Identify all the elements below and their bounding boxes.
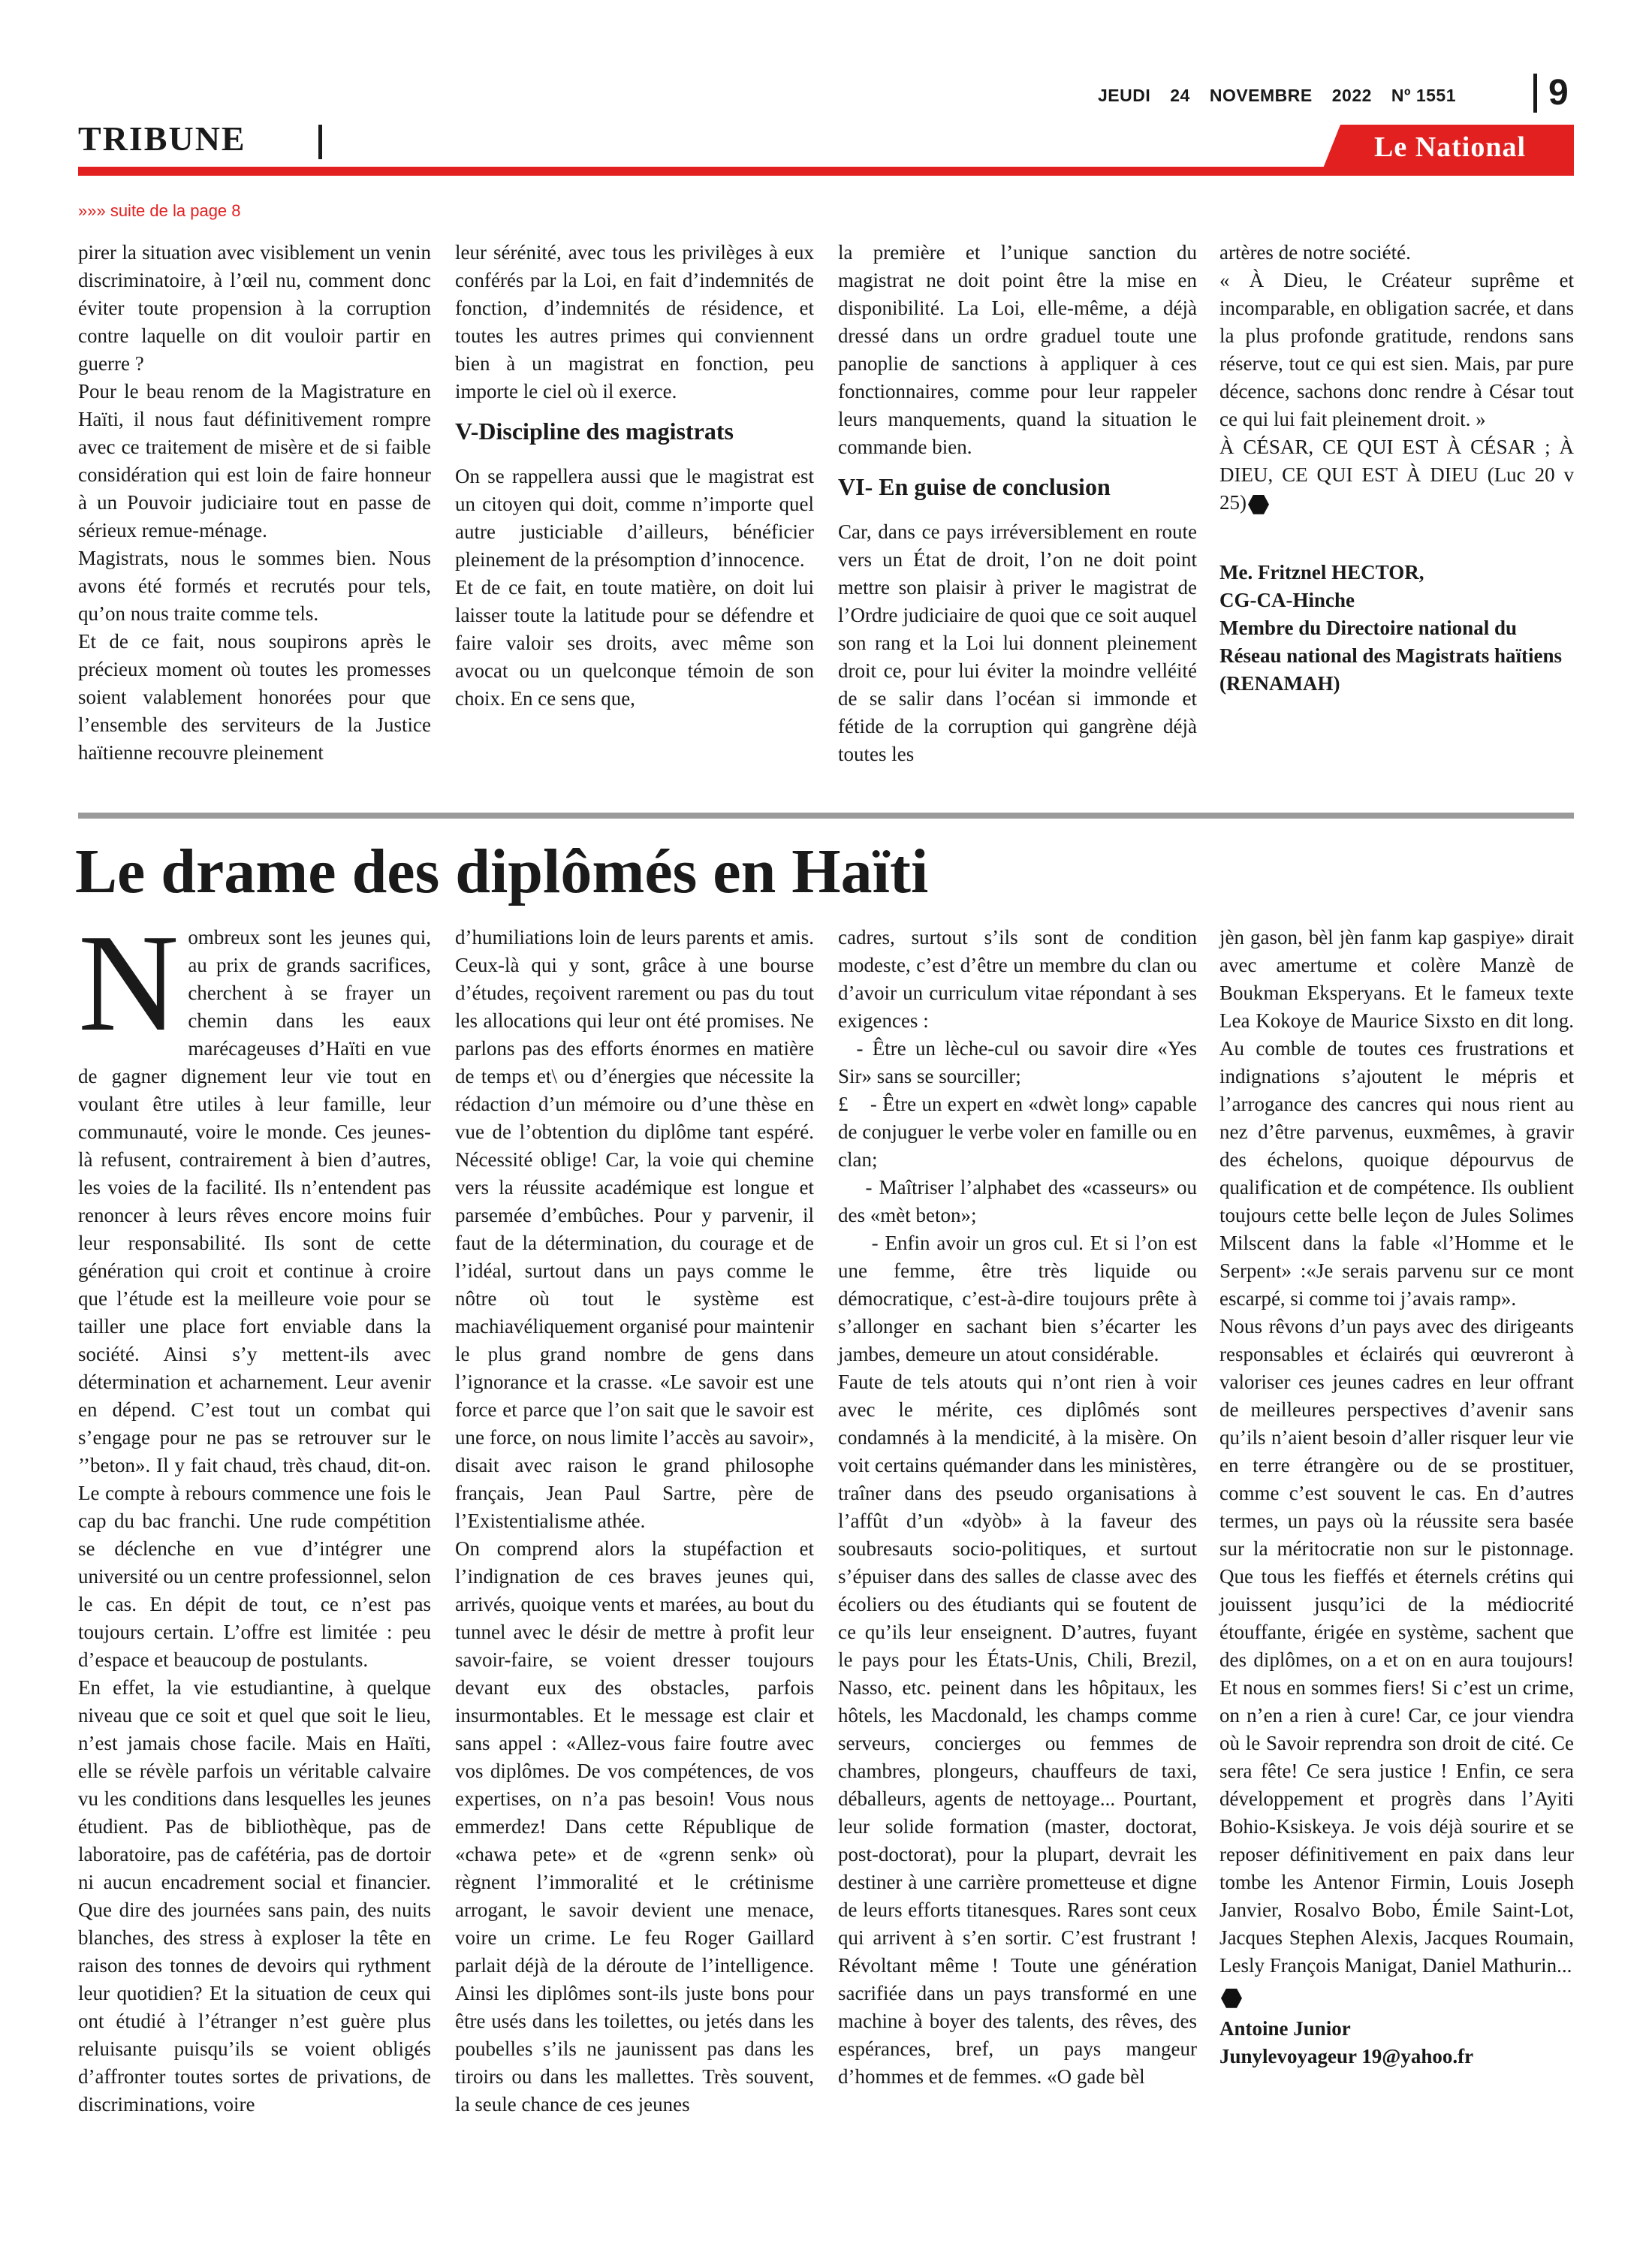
article-separator xyxy=(78,813,1574,819)
article-column-1 xyxy=(78,906,431,2119)
paragraph: pirer la situation avec visiblement un venin discriminatoire, à l’œil nu, comment donc éviter toute propension à la corruption contre laquelle on dit vouloir partir en guerre ? xyxy=(78,241,431,375)
paragraph: On comprend alors la stupéfaction et l’indignation de ces braves jeunes qui, arrivés, quoique vents et marées, au bout du tunnel avec le désir de mettre à profit leur savoir-faire, se voient dresser toujours devant eux des obstacles, parfois insurmontables. Et le message est clair et sans appel : «Allez-vous faire foutre avec vos diplômes. De vos compétences, de vos expertises, on n’a pas besoin! Vous nous emmerdez! Dans cette République de «chawa pete» et de «grenn senk» où règnent l’immoralité et le crétinisme arrogant, le savoir devient une menace, voire un crime. Le feu Roger Gaillard parlait déjà de la déroute de l’intelligence. Ainsi les diplômes sont-ils juste bons pour être usés dans les toilettes, ou jetés dans les poubelles s’ils ne jaunissent pas dans les tiroirs ou dans les mallettes. Très souvent, la seule chance de ces jeunes xyxy=(455,1537,814,2116)
end-mark-icon xyxy=(1221,1989,1242,2008)
tribune-column-1 xyxy=(78,239,431,767)
paragraph: cadres, surtout s’ils sont de condition modeste, c’est d’être un membre du clan ou d’avoir un curriculum vitae répondant à ses exigences : xyxy=(838,926,1197,1032)
article-signature xyxy=(1219,2015,1574,2071)
paragraph: leur sérénité, avec tous les privilèges à eux conférés par la Loi, en fait d’indemnités de fonction, d’indemnités de résidence, et toutes les autres primes qui conviennent bien à un magistrat en fonction, peu importe le ciel où il exerce. xyxy=(455,241,814,403)
paragraph: d’humiliations loin de leurs parents et amis. Ceux-là qui y sont, grâce à une bourse d’études, reçoivent rarement ou pas du tout les allocations qui leur ont été promises. Ne parlons pas des efforts énormes en matière de temps et\ ou d’énergies que nécessite la rédaction d’un mémoire ou d’une thèse en vue de l’obtention du diplôme tant espéré. Nécessité oblige! Car, la voie qui chemine vers la réussite académique est longue et parsemée d’embûches. Pour y parvenir, il faut de la détermination, du courage et de l’idéal, surtout dans un pays comme le nôtre où tout le système est machiavéliquement organisé pour maintenir le plus grand nombre de gens dans l’ignorance et la crasse. «Le savoir est une force et parce que l’on sait que le savoir est une force, on nous limite l’accès au savoir», disait avec raison le grand philosophe français, Jean Paul Sartre, père de l’Existentialisme athée. xyxy=(455,926,814,1532)
list-item: - Être un lèche-cul ou savoir dire «Yes Sir» sans se sourciller; xyxy=(838,1037,1202,1087)
article-column-2 xyxy=(455,924,814,2119)
paragraph: Car, dans ce pays irréversiblement en route vers un État de droit, l’on ne doit point mettre son plaisir à priver le magistrat de l’Ordre judiciaire de quoi que ce soit auquel son rang et la Loi lui donnent pleinement droit ce, pour lui éviter la moindre velléité de se salir dans l’océan si immonde et fétide de la corruption qui gangrène déjà toutes les xyxy=(838,520,1197,765)
paragraph: Pour le beau renom de la Magistrature en Haïti, il nous faut définitivement rompre avec ce traitement de misère et de si faible considération qui est loin de faire honneur à un Pouvoir judiciaire tout en passe de sérieux remue-ménage. xyxy=(78,380,431,541)
drop-cap: N xyxy=(78,906,179,1060)
paragraph: artères de notre société. xyxy=(1219,241,1411,264)
continuation-note: »»» suite de la page 8 xyxy=(78,201,241,220)
page-number-divider xyxy=(1533,74,1537,113)
issue-date: 24 xyxy=(1170,86,1190,105)
article-column-4 xyxy=(1219,924,1574,2071)
author-name: Me. Fritznel HECTOR, xyxy=(1219,561,1424,584)
closing-quote: À CÉSAR, CE QUI EST À CÉSAR ; À DIEU, CE QUI EST À DIEU (Luc 20 v 25) xyxy=(1219,436,1574,514)
paragraph: « À Dieu, le Créateur suprême et incomparable, en obligation sacrée, et dans la plus profonde gratitude, rendons sans réserve, tout ce qui est sien. Mais, par pure décence, sachons donc rendre à César tout ce qui lui fait pleinement droit. » xyxy=(1219,269,1574,430)
page-number: 9 xyxy=(1548,73,1569,113)
brand-name: Le National xyxy=(1374,131,1527,163)
section-title-divider xyxy=(318,125,322,159)
end-mark-icon xyxy=(1248,495,1269,514)
issue-number: Nº 1551 xyxy=(1391,86,1456,105)
tribune-signature xyxy=(1219,559,1574,698)
paragraph: Faute de tels atouts qui n’ont rien à voir avec le mérite, ces diplômés sont condamnés à la mendicité, à la misère. On voit certains quémander dans les ministères, traîner dans des pseudo organisations à l’affût d’un «dyòb» à la faveur des soubresauts socio-politiques, et surtout s’épuiser dans des salles de classe avec des écoliers ou des étudiants qui se foutent de ce qu’ils leur enseignent. D’autres, fuyant le pays pour les États-Unis, Chili, Brezil, Nasso, etc. peinent dans les hôpitaux, les hôtels, les Macdonald, les champs comme serveurs, concierges ou femmes de chambres, plongeurs, chauffeurs de taxi, déballeurs, agents de nettoyage... Pourtant, leur solide formation (master, doctorat, post-doctorat), pour la plupart, devrait les destiner à une carrière prometteuse et digne de leurs efforts titanesques. Rares sont ceux qui arrivent à s’en sortir. C’est frustrant ! Révoltant même ! Toute une génération sacrifiée dans un pays transformé en une machine à boyer des talents, des rêves, des espérances, bref, un pays mangeur d’hommes et de femmes. «O gade bèl xyxy=(838,1371,1197,2088)
author-place: CG-CA-Hinche xyxy=(1219,589,1355,611)
paragraph: la première et l’unique sanction du magistrat ne doit point être la mise en disponibilité. La Loi, elle-même, a déjà dressé dans un ordre graduel toute une panoplie de sanctions à appliquer à ces fonctionnaires, comme pour leur rappeler leurs manquements, quand la situation le commande bien. xyxy=(838,241,1197,458)
author-name: Antoine Junior xyxy=(1219,2017,1351,2040)
header-red-rule xyxy=(78,167,1574,176)
list-item: £ - Être un expert en «dwèt long» capable de conjuguer le verbe voler en famille ou en clan; xyxy=(838,1093,1202,1171)
paragraph: Et de ce fait, nous soupirons après le précieux moment où toutes les promesses soient valablement honorées pour que l’ensemble des serviteurs de la Justice haïtienne recouvre pleinement xyxy=(78,630,431,764)
tribune-column-2 xyxy=(455,239,814,713)
article-column-3 xyxy=(838,924,1202,2091)
subheading-discipline: V-Discipline des magistrats xyxy=(455,418,734,445)
list-item: - Maîtriser l’alphabet des «casseurs» ou des «mèt beton»; xyxy=(838,1176,1202,1226)
author-role: Membre du Directoire national du Réseau national des Magistrats haïtiens (RENAMAH) xyxy=(1219,617,1563,695)
issue-date-line xyxy=(1098,86,1476,106)
list-item: - Enfin avoir un gros cul. Et si l’on est une femme, être très liquide ou démocratique, c’est-à-dire toujours prête à s’allonger en sachant bien s’écarter les jambes, demeure un atout considérable. xyxy=(838,1232,1202,1365)
section-title: TRIBUNE xyxy=(78,119,246,158)
lead-text: ombreux sont les jeunes qui, au prix de grands sacrifices, cherchent à se frayer un chemin dans les eaux marécageuses d’Haïti en vue de gagner dignement leur vie tout en voulant être utiles à leur famille, leur communauté, voire le monde. Ces jeunes-là refusent, contrairement à bien d’autres, les voies de la facilité. Ils n’entendent pas renoncer à leurs rêves encore moins fuir leur responsabilité. Ils sont de cette génération qui croit et continue à croire que l’étude est la meilleure voie pour se tailler une place fort enviable dans la société. Ainsi s’y mettent-ils avec détermination et acharnement. Leur avenir en dépend. C’est tout un combat qui s’engage pour ne pas se retrouver sur le ’’beton». Il y fait chaud, très chaud, dit-on. Le compte à rebours commence une fois le cap du bac franchi. Une rude compétition se déclenche en vue d’intégrer une université ou un centre professionnel, selon le cas. En dépit de tout, ce n’est pas toujours certain. L’offre est limitée : peu d’espace et beaucoup de postulants. xyxy=(78,926,431,1671)
tribune-column-4 xyxy=(1219,239,1574,698)
article-title: Le drame des diplômés en Haïti xyxy=(75,837,929,906)
paragraph xyxy=(1219,433,1574,517)
paragraph: En effet, la vie estudiantine, à quelque niveau que ce soit et quel que soit le lieu, n’est jamais chose facile. Mais en Haïti, elle se révèle parfois un véritable calvaire vu les conditions dans lesquelles les jeunes étudient. Pas de bibliothèque, pas de laboratoire, pas de cafétéria, pas de dortoir ni aucun encadrement social et financier. Que dire des journées sans pain, des nuits blanches, des stress à exploser la tête en raison des tonnes de devoirs qui rythment leur quotidien? Et la situation de ceux qui ont étudié à l’étranger n’est guère plus reluisante puisqu’ils se voient obligés d’affronter toutes sortes de privations, de discriminations, voire xyxy=(78,1676,431,2116)
paragraph xyxy=(78,906,431,1674)
issue-year: 2022 xyxy=(1331,86,1372,105)
paragraph: jèn gason, bèl jèn fanm kap gaspiye» dirait avec amertume et colère Manzè de Boukman Eksperyans. Et le fameux texte Lea Kokoye de Maurice Sixsto en dit long. Au comble de toutes ces frustrations et indignations s’ajoutent le mépris et l’arrogance des cancres qui nous rient au nez d’être parvenus, euxmêmes, à gravir des échelons, quoique dépourvus de qualification et de compétence. Ils oublient toujours cette belle leçon de Jules Solimes Milscent dans la fable «l’Homme et le Serpent» :«Je serais parvenu sur ce mont escarpé, si comme toi j’avais ramp». xyxy=(1219,926,1574,1310)
paragraph: Nous rêvons d’un pays avec des dirigeants responsables et éclairés qui œuvreront à valoriser ces jeunes cadres en leur offrant de meilleures perspectives d’avenir sans qu’ils n’aient besoin d’aller risquer leur vie en terre étrangère ou de se prostituer, comme c’est souvent le cas. En d’autres termes, un pays où la réussite sera basée sur la méritocratie non sur le pistonnage. Que tous les fieffés et éternels crétins qui jouissent jusqu’ici de la médiocrité étouffante, érigée en système, sachent que des diplômes, on a et on en aura toujours! Et nous en sommes fiers! Si c’est un crime, on n’en a rien à cure! Car, ce jour viendra où le Savoir reprendra son droit de cité. Ce sera fête! Ce sera justice ! Enfin, ce sera développement et progrès dans l’Ayiti Bohio-Ksiskeya. Je vois déjà sourire et se reposer définitivement en paix dans leur tombe les Antenor Firmin, Louis Joseph Janvier, Rosalvo Bobo, Émile Saint-Lot, Jacques Stephen Alexis, Jacques Roumain, Lesly François Manigat, Daniel Mathurin... xyxy=(1219,1315,1574,1977)
paragraph: On se rappellera aussi que le magistrat est un citoyen qui doit, comme n’importe quel autre justiciable d’ailleurs, bénéficier pleinement de la présomption d’innocence. xyxy=(455,465,814,571)
tribune-column-3 xyxy=(838,239,1197,768)
issue-month: NOVEMBRE xyxy=(1209,86,1313,105)
paragraph: Et de ce fait, en toute matière, on doit lui laisser toute la latitude pour se défendre et faire valoir ses droits, avec même son avocat ou un quelconque témoin de son choix. En ce sens que, xyxy=(455,576,814,710)
paragraph: Magistrats, nous le sommes bien. Nous avons été formés et recrutés pour tels, qu’on nous traite comme tels. xyxy=(78,547,431,625)
author-email: Junylevoyageur 19@yahoo.fr xyxy=(1219,2045,1474,2068)
end-mark-line xyxy=(1219,1983,1574,2010)
issue-day: JEUDI xyxy=(1098,86,1151,105)
subheading-conclusion: VI- En guise de conclusion xyxy=(838,473,1111,500)
